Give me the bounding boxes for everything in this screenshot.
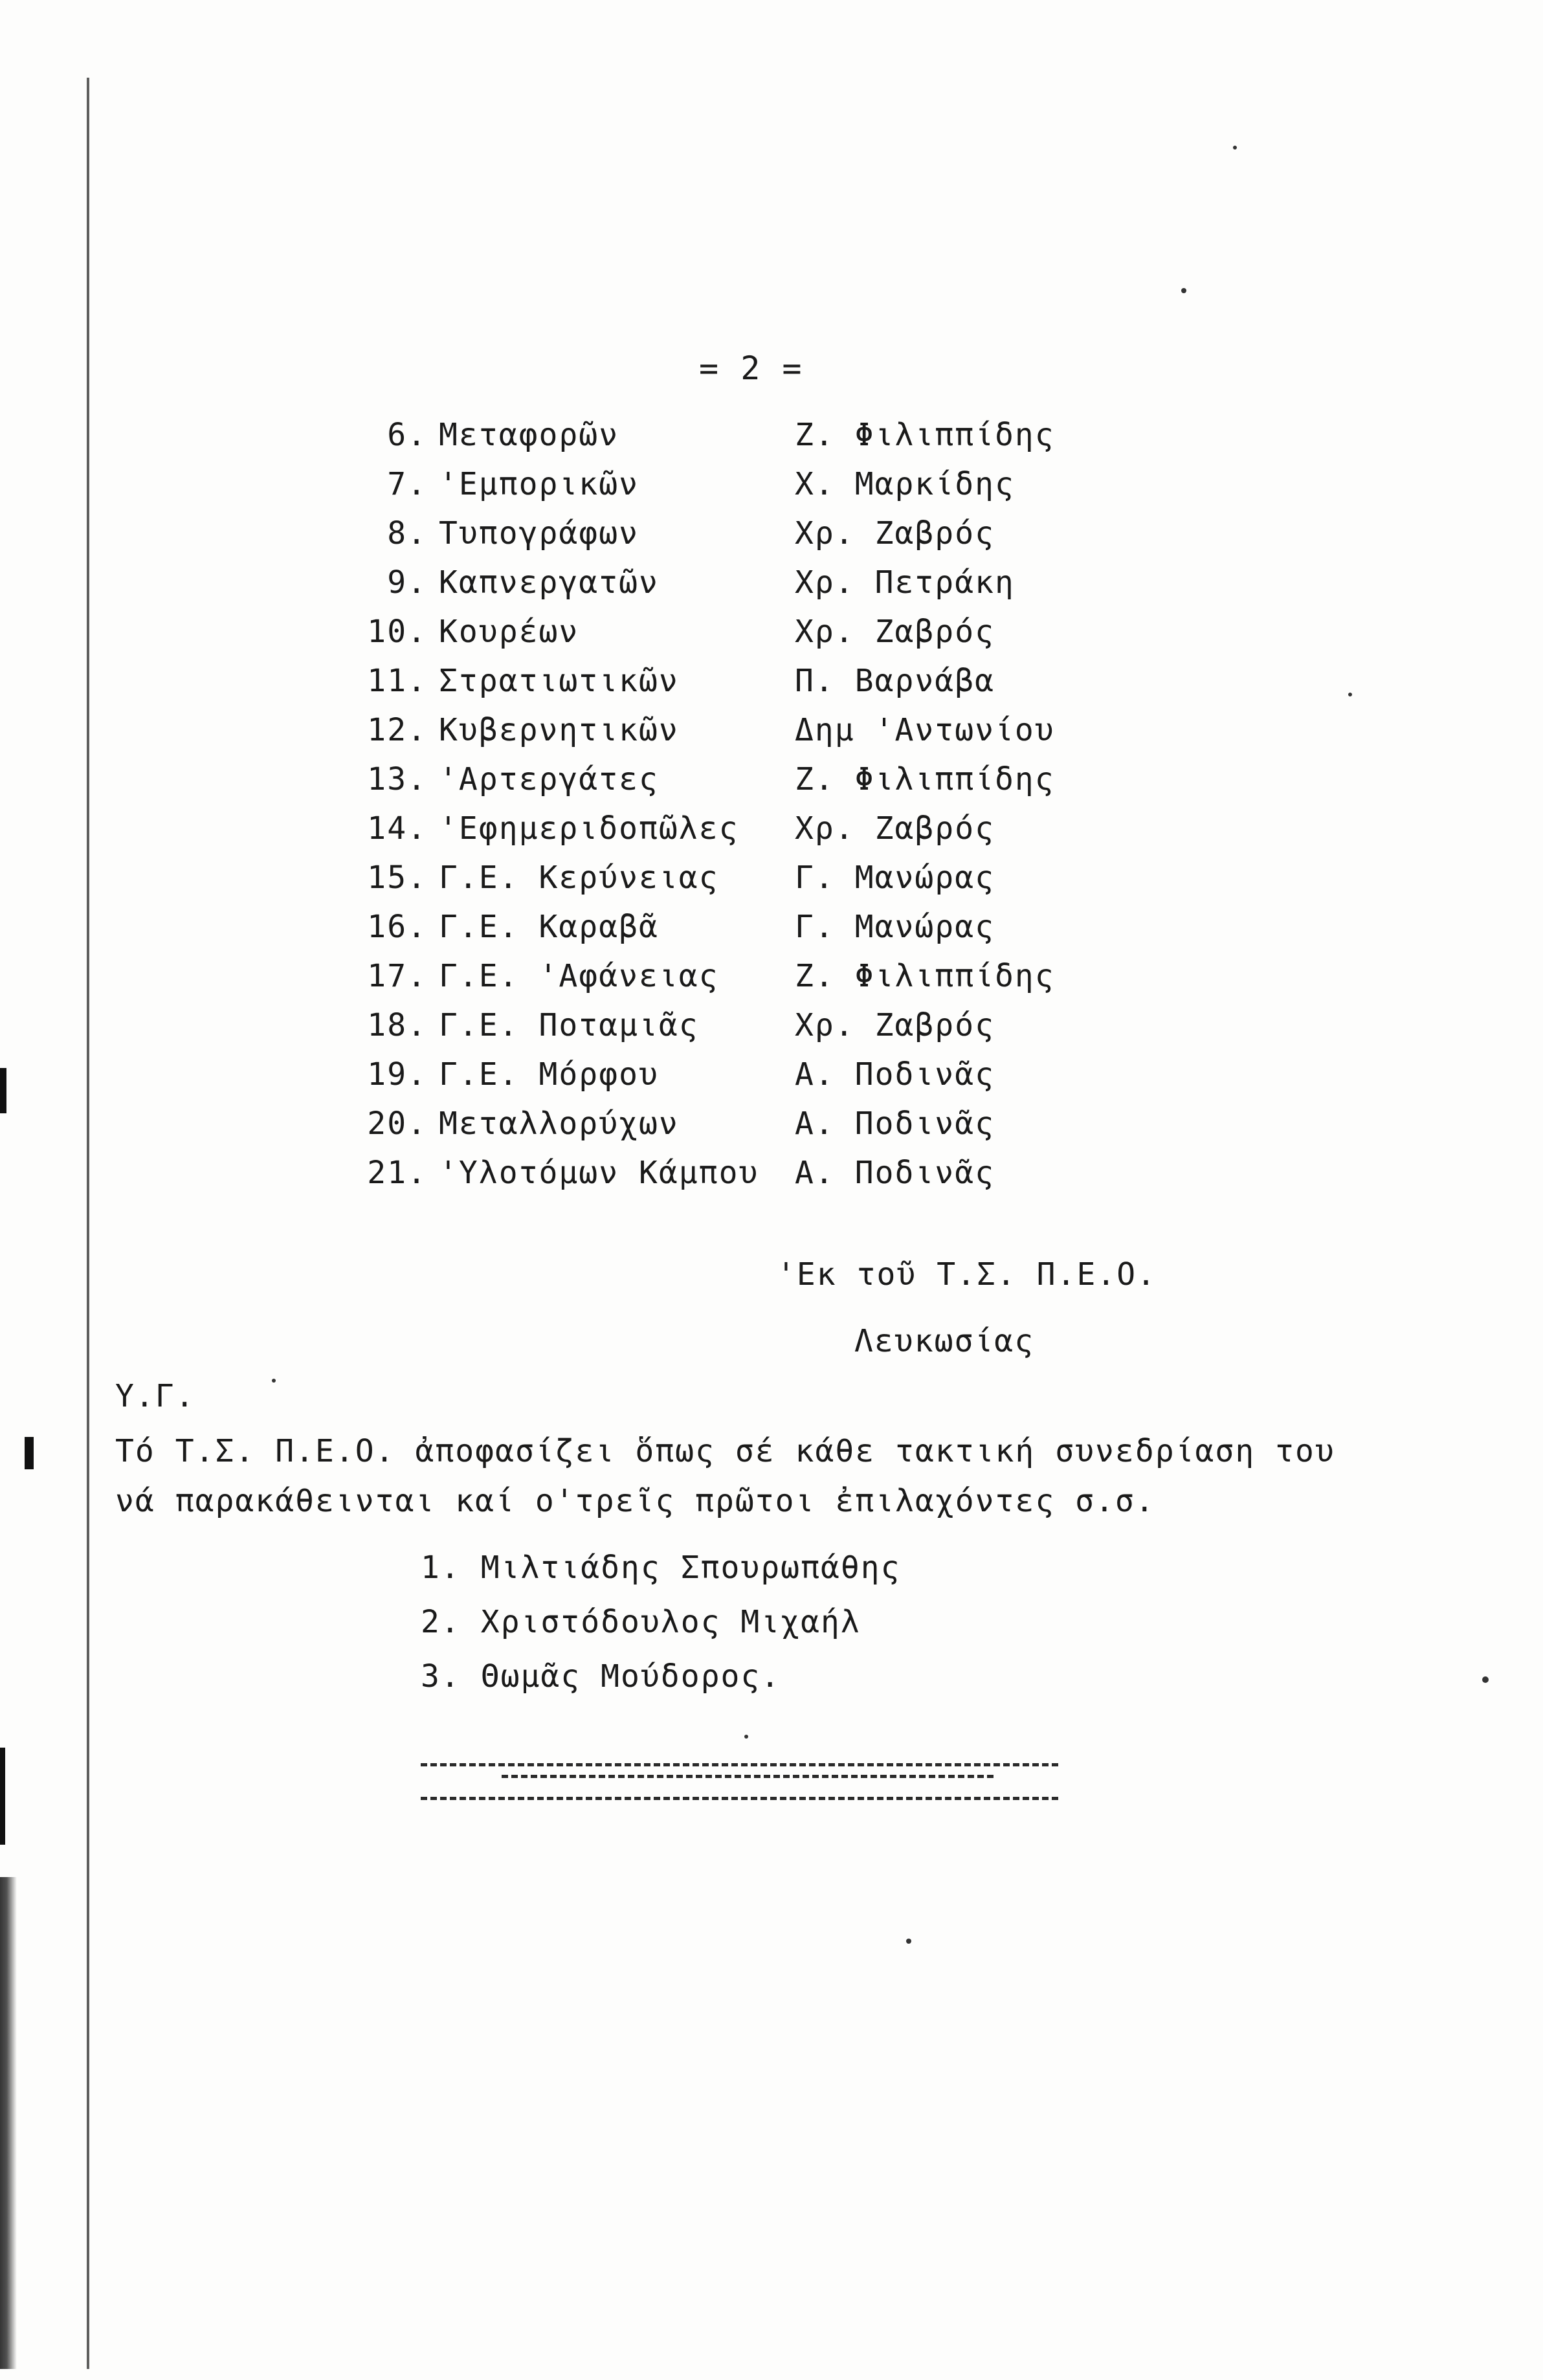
postscript-label: Υ.Γ. <box>115 1378 195 1414</box>
assignment-organization: Κουρέων <box>439 614 579 650</box>
assignment-representative: Π. Βαρνάβα <box>795 663 995 699</box>
assignment-representative: Α. Ποδινᾶς <box>795 1155 995 1191</box>
assignment-organization: Γ.Ε. Καραβᾶ <box>439 909 659 945</box>
assignment-representative: Χ. Μαρκίδης <box>795 466 1015 502</box>
assignment-representative: Α. Ποδινᾶς <box>795 1106 995 1142</box>
assignment-number: 15. <box>367 860 427 896</box>
assignment-organization: Γ.Ε. Ποταμιᾶς <box>439 1007 699 1043</box>
assignment-organization: Κυβερνητικῶν <box>439 712 679 748</box>
scan-speck <box>744 1735 748 1739</box>
closing-dashed-rule <box>421 1763 1058 1766</box>
assignment-organization: Στρατιωτικῶν <box>439 663 679 699</box>
closing-dashed-rule <box>421 1797 1058 1800</box>
assignment-number: 16. <box>367 909 427 945</box>
assignment-organization: Καπνεργατῶν <box>439 564 659 601</box>
assignment-representative: Χρ. Ζαβρός <box>795 810 995 847</box>
candidate-number: 1. <box>421 1550 461 1586</box>
assignment-representative: Ζ. Φιλιππίδης <box>795 958 1055 994</box>
assignment-number: 14. <box>367 810 427 847</box>
assignment-organization: Τυπογράφων <box>439 515 639 551</box>
scan-speck <box>1348 693 1352 696</box>
scan-speck <box>1233 146 1237 150</box>
decision-text-line-1: Τό Τ.Σ. Π.Ε.Ο. ἀποφασίζει ὅπως σέ κάθε τακτική συνεδρίαση του <box>115 1433 1335 1469</box>
signature-line-1: 'Εκ τοῦ Τ.Σ. Π.Ε.Ο. <box>777 1256 1157 1293</box>
assignment-number: 6. <box>387 417 427 453</box>
left-margin-rule <box>87 78 89 2369</box>
candidate-name: Μιλτιάδης Σπουρωπάθης <box>480 1550 901 1586</box>
scan-speck <box>1482 1676 1489 1683</box>
assignment-organization: 'Αρτεργάτες <box>439 761 659 797</box>
assignment-representative: Γ. Μανώρας <box>795 909 995 945</box>
assignment-organization: Μεταφορῶν <box>439 417 619 453</box>
assignment-number: 17. <box>367 958 427 994</box>
assignment-number: 7. <box>387 466 427 502</box>
assignment-representative: Χρ. Ζαβρός <box>795 515 995 551</box>
binding-hole-mark <box>25 1437 34 1469</box>
binding-hole-mark <box>0 1068 6 1113</box>
assignment-organization: Γ.Ε. Μόρφου <box>439 1056 659 1093</box>
assignment-number: 12. <box>367 712 427 748</box>
scan-speck <box>1181 288 1186 293</box>
candidate-item <box>421 1658 781 1695</box>
page-number: = 2 = <box>699 350 803 387</box>
assignment-number: 20. <box>367 1106 427 1142</box>
assignment-number: 11. <box>367 663 427 699</box>
assignment-representative: Α. Ποδινᾶς <box>795 1056 995 1093</box>
signature-line-2: Λευκωσίας <box>854 1323 1035 1359</box>
candidate-item <box>421 1604 861 1640</box>
assignment-number: 13. <box>367 761 427 797</box>
assignment-number: 10. <box>367 614 427 650</box>
assignment-representative: Χρ. Ζαβρός <box>795 614 995 650</box>
candidate-item <box>421 1550 901 1586</box>
closing-dashed-rule <box>502 1775 994 1778</box>
candidate-number: 3. <box>421 1658 461 1695</box>
assignment-representative: Χρ. Ζαβρός <box>795 1007 995 1043</box>
assignment-number: 8. <box>387 515 427 551</box>
assignment-organization: Γ.Ε. Κερύνειας <box>439 860 719 896</box>
assignment-representative: Γ. Μανώρας <box>795 860 995 896</box>
assignment-representative: Δημ 'Αντωνίου <box>795 712 1055 748</box>
decision-text-line-2: νά παρακάθεινται καί ο'τρεῖς πρῶτοι ἐπιλαχόντες σ.σ. <box>115 1483 1155 1519</box>
assignment-organization: 'Εμπορικῶν <box>439 466 639 502</box>
assignment-number: 19. <box>367 1056 427 1093</box>
assignment-organization: 'Εφημεριδοπῶλες <box>439 810 739 847</box>
candidate-name: Χριστόδουλος Μιχαήλ <box>480 1604 861 1640</box>
assignment-organization: Μεταλλορύχων <box>439 1106 679 1142</box>
assignment-representative: Χρ. Πετράκη <box>795 564 1015 601</box>
assignment-number: 21. <box>367 1155 427 1191</box>
assignment-number: 9. <box>387 564 427 601</box>
scan-speck <box>906 1939 911 1944</box>
candidate-name: Θωμᾶς Μούδορος. <box>480 1658 781 1695</box>
assignment-organization: 'Υλοτόμων Κάμπου <box>439 1155 759 1191</box>
candidate-number: 2. <box>421 1604 461 1640</box>
assignment-number: 18. <box>367 1007 427 1043</box>
assignment-representative: Ζ. Φιλιππίδης <box>795 417 1055 453</box>
assignment-representative: Ζ. Φιλιππίδης <box>795 761 1055 797</box>
scan-edge-shadow <box>0 1877 17 2369</box>
assignment-organization: Γ.Ε. 'Αφάνειας <box>439 958 719 994</box>
binding-hole-mark <box>0 1748 5 1845</box>
scan-speck <box>272 1379 276 1383</box>
